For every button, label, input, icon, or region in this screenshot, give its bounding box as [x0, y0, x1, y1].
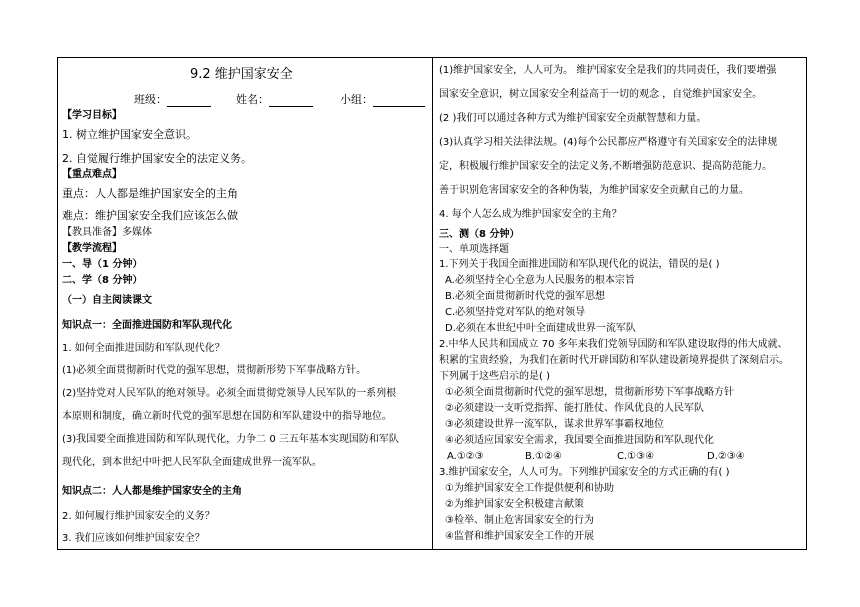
mc1-option: A.必须坚持全心全意为人民服务的根本宗旨: [445, 275, 635, 286]
page-title: 9.2 维护国家安全: [190, 67, 293, 82]
self-reading-header: （一）自主阅读课文: [62, 295, 152, 306]
step-guide: 一、导（1 分钟）: [62, 259, 143, 270]
mc1-option: B.必须全面贯彻新时代党的强军思想: [445, 291, 606, 302]
worksheet-frame: [57, 57, 807, 550]
mc3-item: ①为维护国家安全工作提供便利和协助: [445, 483, 614, 494]
right-column: [433, 58, 807, 549]
knowledge-point-2: 知识点二：人人都是维护国家安全的主角: [62, 486, 242, 497]
test-header: 三、测（8 分钟）: [439, 229, 520, 240]
knowledge-point-1: 知识点一：全面推进国防和军队现代化: [62, 320, 232, 331]
name-label: 姓名：: [236, 93, 269, 106]
answer-line: 本原则和制度，确立新时代党的强军思想在国防和军队建设中的指导地位。: [62, 411, 392, 422]
step-learn: 二、学（8 分钟）: [62, 275, 143, 286]
mc1-option: D.必须在本世纪中叶全面建成世界一流军队: [445, 323, 636, 334]
section-single-choice: 一、单项选择题: [439, 244, 509, 255]
mc1-stem: 1.下列关于我国全面推进国防和军队现代化的说法，错误的是( ): [439, 259, 720, 270]
mc2-item: ②必须建设一支听党指挥、能打胜仗、作风优良的人民军队: [445, 403, 704, 414]
answer-line: 现代化，到本世纪中叶把人民军队全面建成世界一流军队。: [62, 457, 322, 468]
key-header: 【重点难点】: [62, 169, 122, 180]
question: 4. 每个人怎么成为维护国家安全的主角？: [439, 209, 622, 220]
mc2-stem: 2.中华人民共和国成立 70 多年来我们党领导国防和军队建设取得的伟大成就、: [439, 339, 788, 350]
mc2-item: ③必须建设世界一流军队，谋求世界军事霸权地位: [445, 419, 664, 430]
class-label: 班级：: [134, 93, 167, 106]
goal-item: 2. 自觉履行维护国家安全的法定义务。: [62, 152, 252, 165]
left-column: [58, 58, 431, 549]
group-field[interactable]: [373, 96, 425, 107]
mc3-stem: 3.维护国家安全，人人可为。下列维护国家安全的方式正确的有( ): [439, 467, 730, 478]
goal-item: 1. 树立维护国家安全意识。: [62, 128, 197, 141]
answer-line: (2 )我们可以通过各种方式为维护国家安全贡献智慧和力量。: [439, 113, 707, 124]
mc3-item: ③检举、制止危害国家安全的行为: [445, 515, 594, 526]
mc2-choice-b: B.①②④: [525, 451, 562, 462]
answer-line: (2)坚持党对人民军队的绝对领导。必须全面贯彻党领导人民军队的一系列根: [62, 388, 397, 399]
mc2-choice-c: C.①③④: [617, 451, 655, 462]
mc2-item: ④必须适应国家安全需求，我国要全面推进国防和军队现代化: [445, 435, 714, 446]
mc1-option: C.必须坚持党对军队的绝对领导: [445, 307, 586, 318]
answer-line: (1)必须全面贯彻新时代党的强军思想，贯彻新形势下军事战略方针。: [62, 365, 367, 376]
question: 1. 如何全面推进国防和军队现代化？: [62, 343, 225, 354]
question: 3. 我们应该如何维护国家安全？: [62, 533, 205, 544]
answer-line: (1)维护国家安全，人人可为。 维护国家安全是我们的共同责任，我们要增强: [439, 65, 777, 76]
answer-line: (3)认真学习相关法律法规。(4)每个公民都应严格遵守有关国家安全的法律规: [439, 137, 778, 148]
class-field[interactable]: [167, 96, 211, 107]
answer-line: 定，积极履行维护国家安全的法定义务,不断增强防范意识、提高防范能力。: [439, 161, 773, 172]
mc2-choice-a: A.①②③: [447, 451, 484, 462]
question: 2. 如何履行维护国家安全的义务？: [62, 511, 215, 522]
name-field[interactable]: [269, 96, 313, 107]
goals-header: 【学习目标】: [62, 110, 122, 121]
key-point: 重点：人人都是维护国家安全的主角: [62, 187, 238, 200]
answer-line: 善于识别危害国家安全的各种伪装，为维护国家安全贡献自己的力量。: [439, 185, 749, 196]
group-label: 小组：: [340, 93, 373, 106]
mc3-item: ④监督和维护国家安全工作的开展: [445, 531, 594, 542]
answer-line: 国家安全意识，树立国家安全利益高于一切的观念 ，自觉维护国家安全。: [439, 89, 763, 100]
tools-line: 【教具准备】多媒体: [62, 227, 152, 238]
mc2-stem: 积累的宝贵经验，为我们在新时代开辟国防和军队建设新境界提供了深刻启示。: [439, 355, 789, 366]
difficult-point: 难点：维护国家安全我们应该怎么做: [62, 209, 238, 222]
process-header: 【教学流程】: [62, 243, 122, 254]
mc3-item: ②为维护国家安全积极建言献策: [445, 499, 584, 510]
mc2-item: ①必须全面贯彻新时代党的强军思想，贯彻新形势下军事战略方针: [445, 387, 734, 398]
answer-line: (3)我国要全面推进国防和军队现代化，力争二 0 三五年基本实现国防和军队: [62, 434, 399, 445]
mc2-stem: 下列属于这些启示的是( ): [439, 371, 550, 382]
student-info: [134, 93, 425, 107]
mc2-choice-d: D.②③④: [707, 451, 745, 462]
